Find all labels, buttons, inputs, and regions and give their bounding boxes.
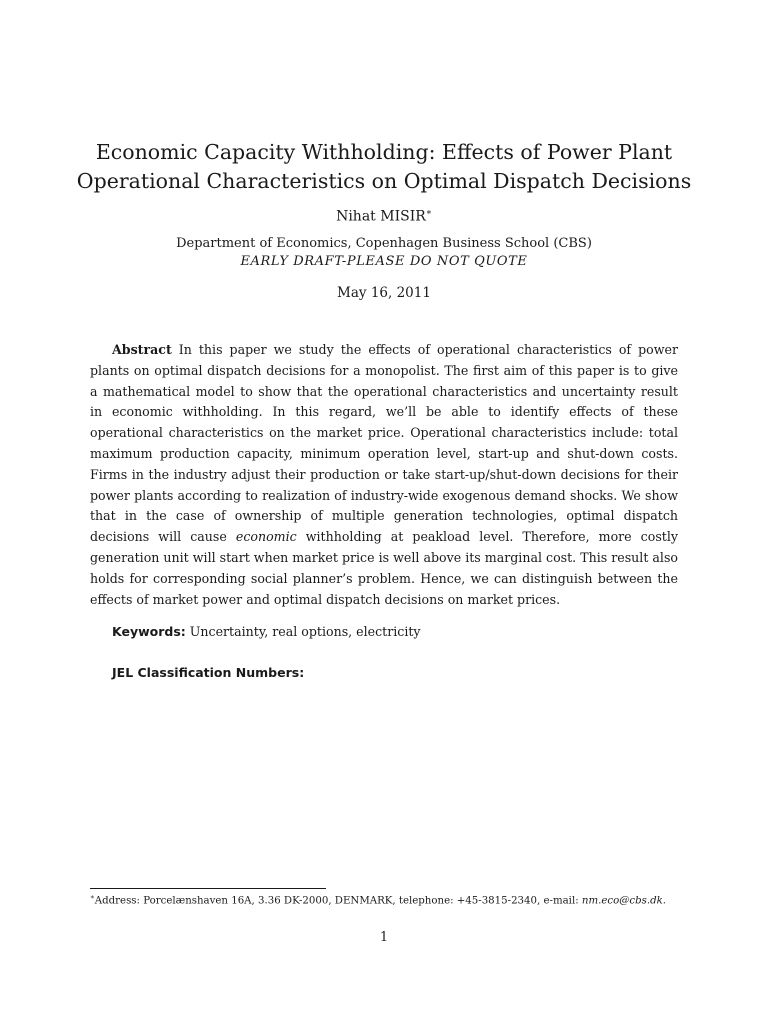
author	[0, 208, 768, 225]
keywords-label: Keywords:	[112, 624, 186, 639]
footnote-divider	[90, 888, 326, 889]
page-number: 1	[379, 929, 388, 944]
abstract-text-part1: In this paper we study the effects of operational characteristics of power plants on optimal dispatch decisions for a monopolist. The first aim of this paper is to give a mathematical model to show that the operational characteristics and uncertainty result in economic withholding. In this regard, we’ll be able to identify effects of these operational characteristics on the market price. Operational characteristics include: total maximum production capacity, minimum operation level, start-up and shut-down costs. Firms in the industry adjust their production or take start-up/shut-down decisions for their power plants according to realization of industry-wide exogenous demand shocks. We show that in the case of ownership of multiple generation technologies, optimal dispatch decisions will cause	[90, 342, 678, 545]
footnote-text: Address: Porcelænshaven 16A, 3.36 DK-2000, DENMARK, telephone: +45-3815-2340, e-mail:	[94, 895, 579, 907]
keywords	[112, 624, 421, 639]
footnote	[90, 893, 690, 906]
abstract-emphasis: economic	[235, 529, 297, 545]
title-line-2: Operational Characteristics on Optimal Dispatch Decisions	[76, 169, 692, 193]
affiliation	[0, 235, 768, 271]
paper-title	[0, 138, 768, 196]
jel-classification-label: JEL Classification Numbers:	[112, 665, 305, 680]
paper-date: May 16, 2011	[337, 285, 431, 301]
author-name: Nihat MISIR	[336, 208, 426, 225]
title-line-1: Economic Capacity Withholding: Effects of Power Plant	[95, 140, 673, 164]
abstract-label: Abstract	[112, 342, 172, 357]
abstract	[90, 340, 678, 610]
department: Department of Economics, Copenhagen Business School (CBS)	[176, 236, 592, 251]
footnote-email: nm.eco@cbs.dk.	[581, 895, 667, 907]
keywords-text: Uncertainty, real options, electricity	[189, 624, 421, 639]
abstract-text-part2: withholding at peakload level. Therefore, more costly generation unit will start when market price is well above its marginal cost. This result also holds for corresponding social planner’s problem. Hence, we can distinguish between the effects of market power and optimal dispatch decisions on market prices.	[90, 529, 678, 607]
footnote-mark: ∗	[90, 893, 95, 901]
author-footnote-mark: ∗	[425, 208, 432, 218]
draft-notice: EARLY DRAFT-PLEASE DO NOT QUOTE	[240, 254, 528, 269]
